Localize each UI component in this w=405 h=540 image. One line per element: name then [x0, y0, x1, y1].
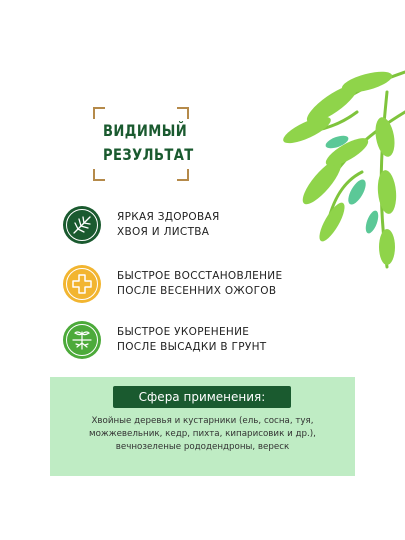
scope-panel [50, 377, 355, 476]
thuja-branch-image [237, 52, 405, 282]
benefit-text: БЫСТРОЕ ВОССТАНОВЛЕНИЕ ПОСЛЕ ВЕСЕННИХ ОЖОГОВ [117, 270, 283, 297]
benefit-text: БЫСТРОЕ УКОРЕНЕНИЕ ПОСЛЕ ВЫСАДКИ В ГРУНТ [117, 326, 267, 353]
headline [103, 119, 201, 167]
headline-line-1: ВИДИМЫЙ [103, 121, 188, 140]
scope-text: Хвойные деревья и кустарники (ель, сосна, туя, можжевельник, кедр, пихта, кипарисовик и др.), вечнозеленые рододендроны, вереск [89, 416, 316, 452]
medical-cross-icon [62, 264, 102, 304]
benefit-item-rooting [62, 318, 266, 362]
benefit-item-needles [62, 203, 220, 247]
pine-branch-icon [62, 205, 102, 245]
sprout-roots-icon [62, 320, 102, 360]
scope-title: Сфера применения: [113, 386, 291, 408]
headline-line-2: РЕЗУЛЬТАТ [103, 145, 194, 164]
benefit-item-recovery [62, 262, 282, 306]
benefit-text: ЯРКАЯ ЗДОРОВАЯ ХВОЯ И ЛИСТВА [117, 211, 220, 238]
